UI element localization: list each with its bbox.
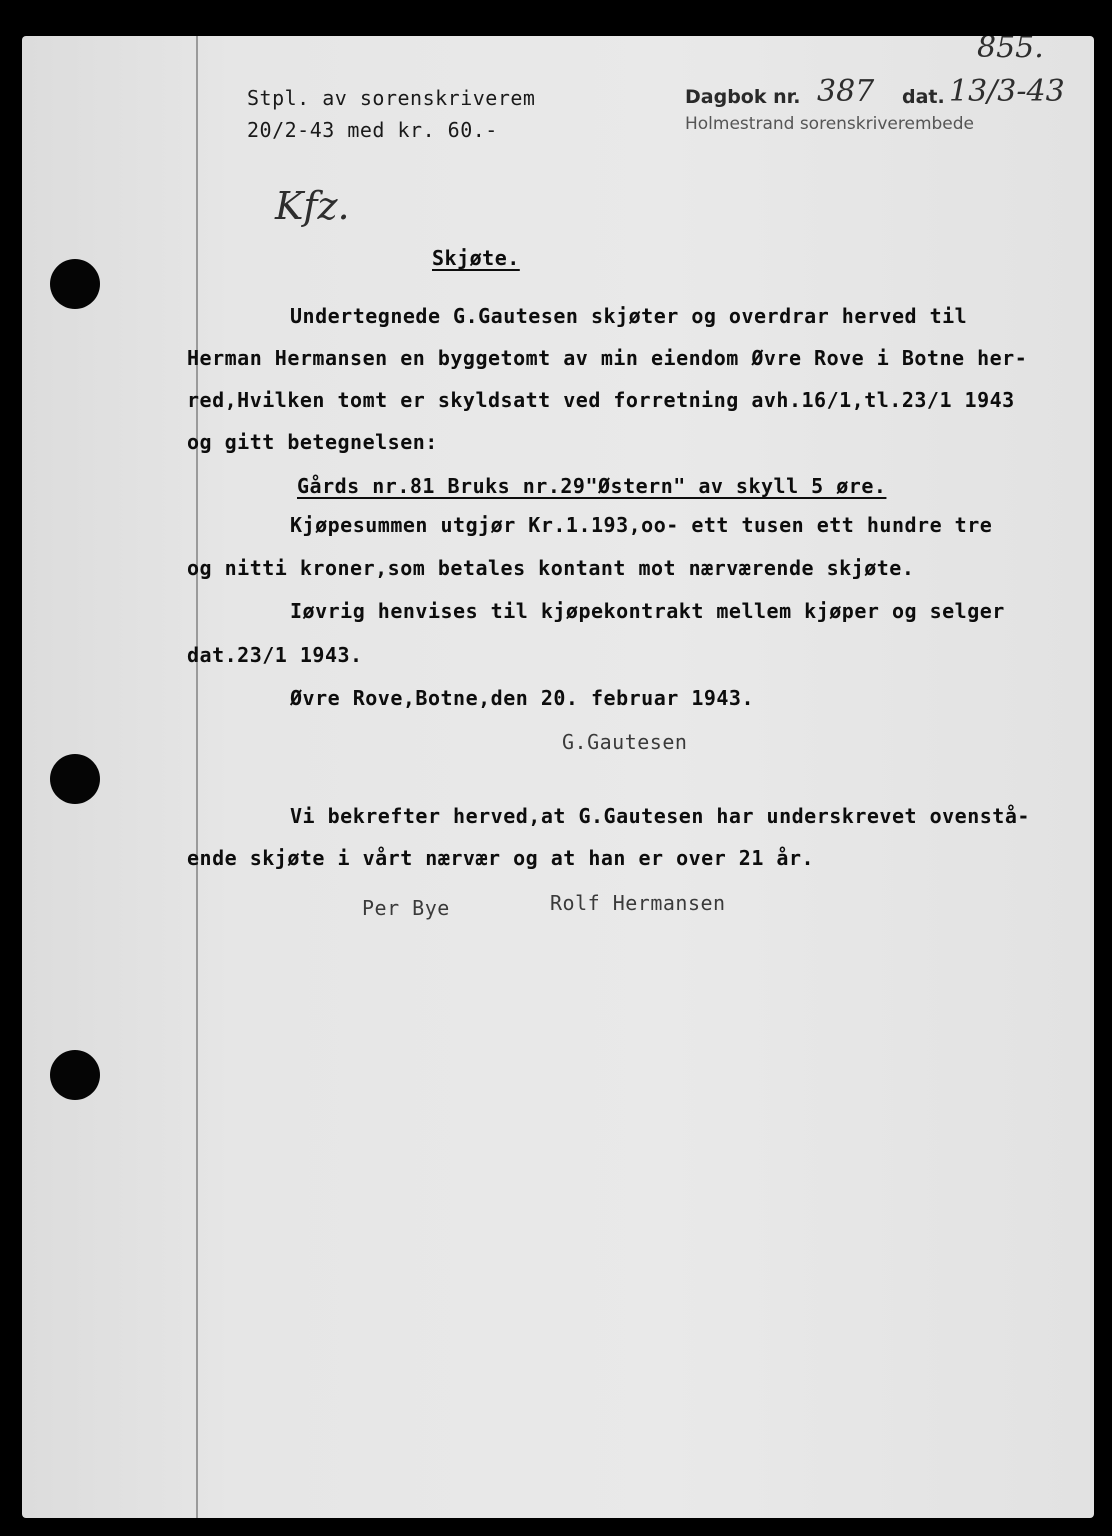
p4-line-2: ende skjøte i vårt nærvær og at han er over 21 år.	[187, 846, 815, 870]
p3-line-2: dat.23/1 1943.	[187, 643, 363, 667]
stamp-line-2: 20/2-43 med kr. 60.-	[247, 118, 498, 142]
document-title: Skjøte.	[432, 246, 520, 270]
dagbok-number: 387	[817, 74, 875, 109]
signer-name: G.Gautesen	[562, 730, 688, 754]
punch-hole-top	[50, 259, 100, 309]
place-date: Øvre Rove,Botne,den 20. februar 1943.	[290, 686, 755, 710]
p1-line-4: og gitt betegnelsen:	[187, 430, 438, 454]
margin-line	[196, 36, 198, 1518]
p1-line-2: Herman Hermansen en byggetomt av min eiendom Øvre Rove i Botne her-	[187, 346, 1028, 370]
p1-line-3: red,Hvilken tomt er skyldsatt ved forretning avh.16/1,tl.23/1 1943	[187, 388, 1015, 412]
date-value: 13/3-43	[949, 74, 1065, 109]
punch-hole-bottom	[50, 1050, 100, 1100]
dagbok-label: Dagbok nr.	[685, 86, 801, 108]
initials: Kfz.	[275, 184, 350, 228]
p3-line-1: Iøvrig henvises til kjøpekontrakt mellem kjøper og selger	[290, 599, 1005, 623]
date-label: dat.	[902, 86, 945, 108]
p4-line-1: Vi bekrefter herved,at G.Gautesen har underskrevet ovenstå-	[290, 804, 1030, 828]
page-number: 855.	[977, 36, 1044, 65]
witness-1: Per Bye	[362, 896, 450, 920]
p1-line-1: Undertegnede G.Gautesen skjøter og overdrar herved til	[290, 304, 968, 328]
p2-line-1: Kjøpesummen utgjør Kr.1.193,oo- ett tusen ett hundre tre	[290, 513, 993, 537]
p2-line-2: og nitti kroner,som betales kontant mot nærværende skjøte.	[187, 556, 915, 580]
document-page	[22, 36, 1094, 1518]
witness-2: Rolf Hermansen	[550, 891, 726, 915]
punch-hole-middle	[50, 754, 100, 804]
property-designation: Gårds nr.81 Bruks nr.29"Østern" av skyll 5 øre.	[297, 474, 887, 498]
stamp-line-1: Stpl. av sorenskriverem	[247, 86, 536, 110]
office-stamp: Holmestrand sorenskriverembede	[685, 114, 974, 134]
